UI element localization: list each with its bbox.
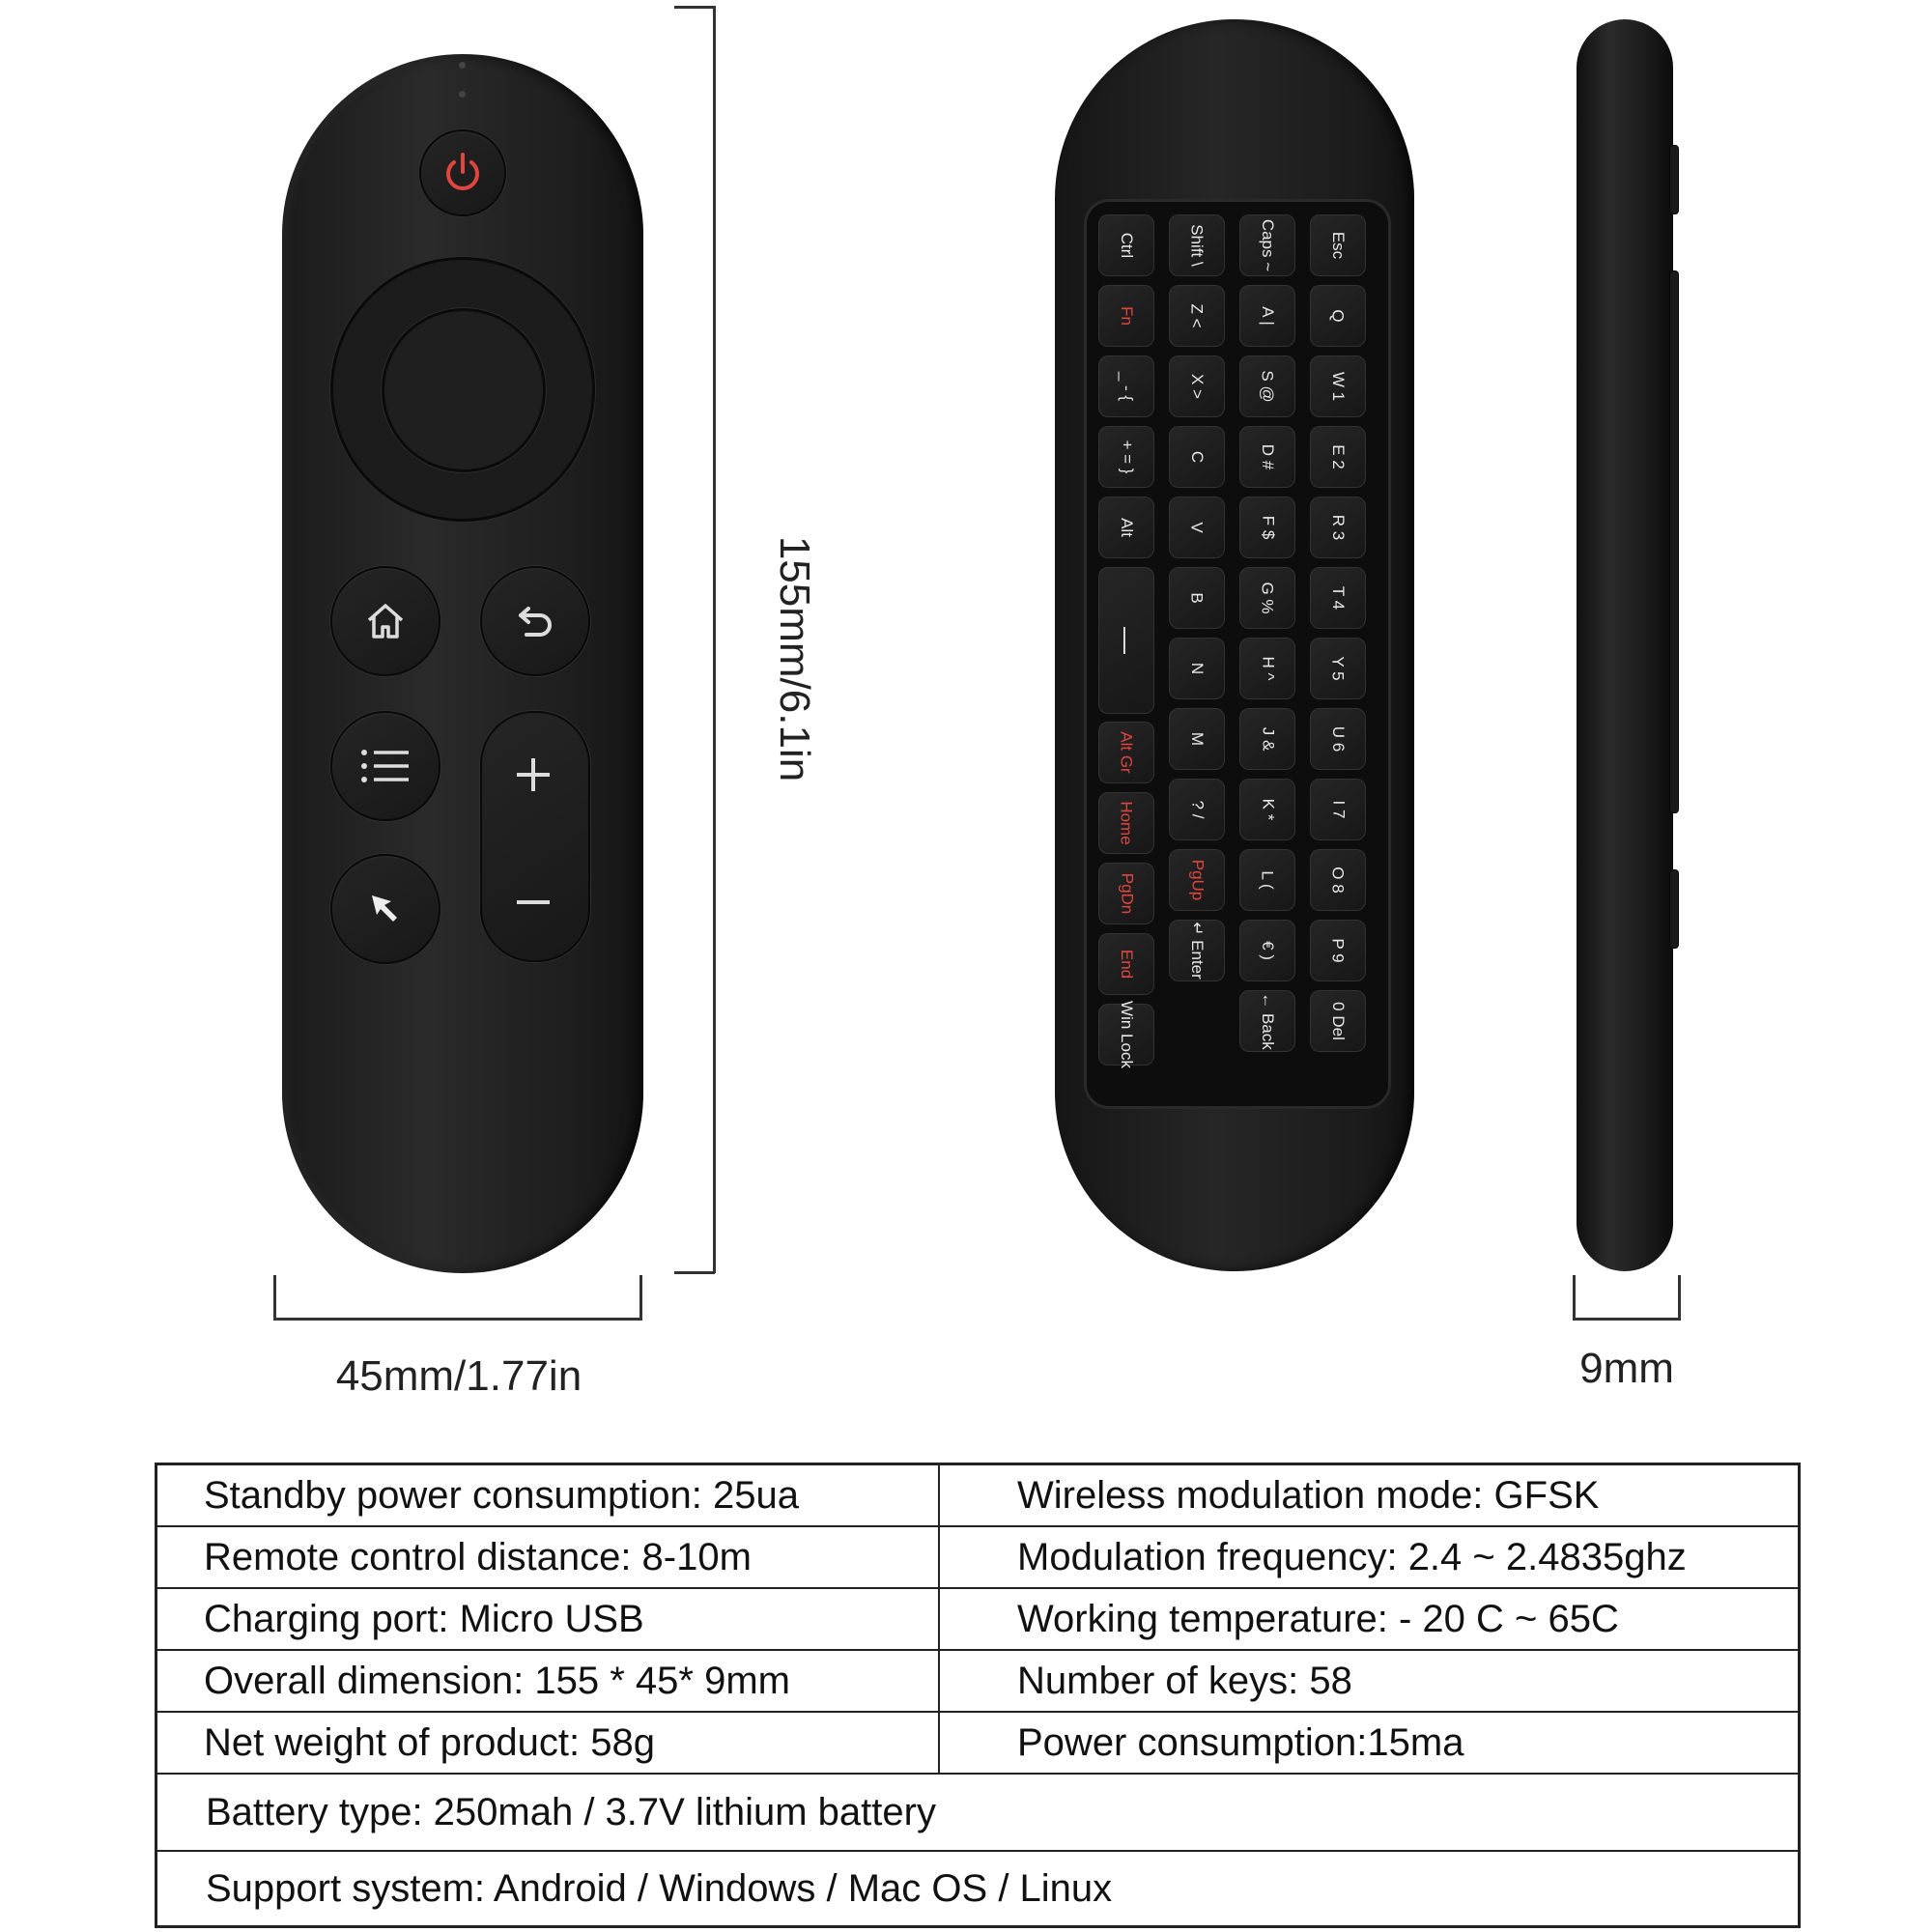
keyboard-key-label: + = } [1117,440,1136,474]
keyboard-key-label: ? / [1188,800,1207,819]
keyboard-key[interactable] [1239,497,1295,558]
width-dimension-line [273,1318,642,1321]
keyboard-key-label: U 6 [1329,725,1348,753]
keyboard-key[interactable] [1310,990,1366,1052]
keyboard-key-label: End [1118,949,1136,980]
keyboard-key-label: L ( [1259,870,1277,890]
keyboard-key[interactable] [1098,863,1154,924]
keyboard-key[interactable] [1169,779,1225,840]
keyboard-key-label: W 1 [1328,371,1348,402]
height-dimension-tick-bottom [674,1271,715,1274]
side-edge-detail [1669,869,1679,949]
ok-button[interactable] [382,308,546,472]
keyboard-key[interactable] [1239,638,1295,699]
keyboard-key[interactable] [1098,355,1154,417]
keyboard-key-label: — [1112,627,1142,654]
keyboard-key-label: € ) [1259,941,1277,960]
home-button[interactable] [330,566,440,676]
keyboard-key-label: V [1188,522,1207,533]
spec-cell: Support system: Android / Windows / Mac OS / Linux [206,1866,1113,1910]
keyboard-key[interactable] [1310,497,1366,558]
keyboard-key[interactable] [1239,708,1295,770]
width-dimension-tick-right [639,1275,642,1320]
keyboard-key[interactable] [1098,285,1154,347]
keyboard-key-label: Q [1328,309,1348,323]
keyboard-key-label: G % [1259,582,1277,614]
keyboard-key-label: H ^ [1258,656,1277,681]
keyboard-key-label: O 8 [1329,867,1348,894]
keyboard-key-label: Z < [1187,303,1207,328]
keyboard-key-label: I 7 [1329,800,1348,819]
spec-cell: Modulation frequency: 2.4 ~ 2.4835ghz [1017,1535,1687,1578]
volume-rocker[interactable] [480,711,590,962]
minus-icon[interactable] [514,883,553,922]
keyboard-key-label: C [1188,450,1207,464]
spec-row [157,1527,1798,1589]
spec-row [157,1465,1798,1527]
mouse-button[interactable] [330,854,440,964]
keyboard-key-label: E 2 [1329,444,1348,469]
keyboard-key[interactable] [1239,355,1295,417]
keyboard-key[interactable] [1098,426,1154,488]
thickness-dimension-line [1573,1318,1681,1321]
keyboard-key[interactable] [1239,285,1295,347]
keyboard-key[interactable] [1169,214,1225,276]
menu-button[interactable] [330,711,440,821]
keyboard-key[interactable] [1310,355,1366,417]
spec-cell: Overall dimension: 155 * 45* 9mm [157,1651,940,1711]
keyboard-key-label: Shift \ [1188,224,1207,267]
back-button[interactable] [480,566,590,676]
keyboard-key-label: F $ [1259,515,1277,540]
keyboard-key-label: Esc [1329,231,1348,260]
keyboard-key[interactable] [1239,849,1295,911]
keyboard-key[interactable] [1098,214,1154,276]
keyboard-key[interactable] [1310,426,1366,488]
width-label: 45mm/1.77in [335,1352,582,1400]
keyboard-key-label: Alt [1118,518,1136,537]
keyboard-key-label: S @ [1258,370,1277,403]
keyboard-key-label: X > [1188,374,1207,399]
spec-row [157,1589,1798,1651]
keyboard-key-label: J & [1259,726,1277,752]
keyboard-key[interactable] [1239,990,1295,1052]
keyboard-key[interactable] [1310,567,1366,629]
front-remote [282,54,643,1273]
keyboard-key-label: Ctrl [1117,232,1136,259]
microphone-hole [459,91,466,98]
keyboard-key-label: M [1187,731,1207,747]
height-label: 155mm/6.1in [771,535,818,782]
keyboard-key-label: PgUp [1188,859,1207,901]
height-dimension-tick-top [674,6,715,9]
keyboard-key[interactable] [1098,792,1154,854]
keyboard-key[interactable] [1098,1001,1154,1068]
keyboard-key[interactable] [1239,426,1295,488]
mouse-pointer-icon [364,888,407,930]
plus-icon[interactable] [514,755,553,794]
keyboard-key[interactable] [1310,779,1366,840]
power-icon [439,149,487,197]
keyboard-key-label: Fn [1118,306,1136,326]
width-dimension-tick-left [273,1275,276,1320]
keyboard-key-label: Caps ~ [1259,218,1277,272]
keyboard-key-label: Y 5 [1329,656,1348,681]
thickness-dimension-tick-left [1573,1275,1576,1320]
side-edge-detail [1669,270,1679,813]
home-icon [361,597,410,645]
keyboard-key[interactable] [1169,285,1225,347]
keyboard-key[interactable] [1098,933,1154,995]
spec-cell: Power consumption:15ma [1017,1720,1464,1764]
spec-cell: Standby power consumption: 25ua [157,1465,940,1525]
thickness-dimension-tick-right [1678,1275,1681,1320]
spec-cell: Battery type: 250mah / 3.7V lithium battery [206,1790,936,1833]
keyboard-key-label: D # [1259,443,1277,470]
spec-row [157,1651,1798,1713]
keyboard-key[interactable] [1169,497,1225,558]
keyboard-key-label: ↵ Enter [1188,922,1208,980]
keyboard-key[interactable] [1239,920,1295,981]
spec-row-battery [157,1775,1798,1852]
keyboard-key[interactable] [1169,638,1225,699]
spec-cell: Net weight of product: 58g [157,1713,940,1773]
spec-cell: Number of keys: 58 [1017,1659,1352,1702]
keyboard-key[interactable] [1239,214,1295,276]
keyboard-key-label: N [1188,662,1207,675]
menu-icon [358,745,412,787]
keyboard-key-label: Home [1117,801,1136,845]
spec-table [155,1463,1801,1928]
keyboard-key-label: ← Back [1259,992,1277,1050]
back-icon [511,597,559,645]
keyboard-key-label: Win Lock [1118,1001,1137,1068]
keyboard-key-label: PgDn [1118,872,1136,915]
keyboard-key-label: P 9 [1329,938,1348,963]
keyboard-key[interactable] [1310,638,1366,699]
height-dimension-line [713,6,716,1273]
keyboard-key[interactable] [1169,567,1225,629]
side-view-remote [1577,19,1673,1271]
keyboard-key[interactable] [1310,849,1366,911]
keyboard-key-label: 0 Del [1329,1002,1348,1040]
keyboard-key[interactable] [1239,779,1295,840]
keyboard-key-label: B [1188,592,1207,604]
spec-cell: Wireless modulation mode: GFSK [1017,1473,1600,1517]
keyboard-key[interactable] [1169,849,1225,911]
keyboard-key[interactable] [1169,708,1225,770]
spec-row [157,1713,1798,1775]
keyboard-key-label: _ - { [1118,371,1136,402]
space-key[interactable] [1098,567,1154,714]
keyboard-key[interactable] [1098,722,1154,783]
keyboard-key[interactable] [1310,920,1366,981]
keyboard-key[interactable] [1169,426,1225,488]
indicator-led [459,62,466,69]
keyboard-key[interactable] [1239,567,1295,629]
spec-cell: Charging port: Micro USB [157,1589,940,1649]
keyboard-key-label: A | [1258,306,1277,326]
spec-row-support [157,1852,1798,1925]
keyboard-key[interactable] [1169,920,1225,981]
side-edge-detail [1669,145,1679,214]
keyboard-key[interactable] [1310,708,1366,770]
keyboard-key-label: K * [1259,798,1277,821]
thickness-label: 9mm [1579,1345,1674,1392]
keyboard-key-label: T 4 [1328,585,1348,611]
keyboard-key[interactable] [1310,285,1366,347]
keyboard-key[interactable] [1310,214,1366,276]
keyboard-key[interactable] [1098,497,1154,558]
power-button[interactable] [419,129,506,216]
keyboard-key-label: Alt Gr [1117,731,1136,774]
spec-cell: Working temperature: - 20 C ~ 65C [1017,1597,1619,1640]
keyboard-key-label: R 3 [1329,514,1348,541]
spec-cell: Remote control distance: 8-10m [157,1527,940,1587]
keyboard-key[interactable] [1169,355,1225,417]
